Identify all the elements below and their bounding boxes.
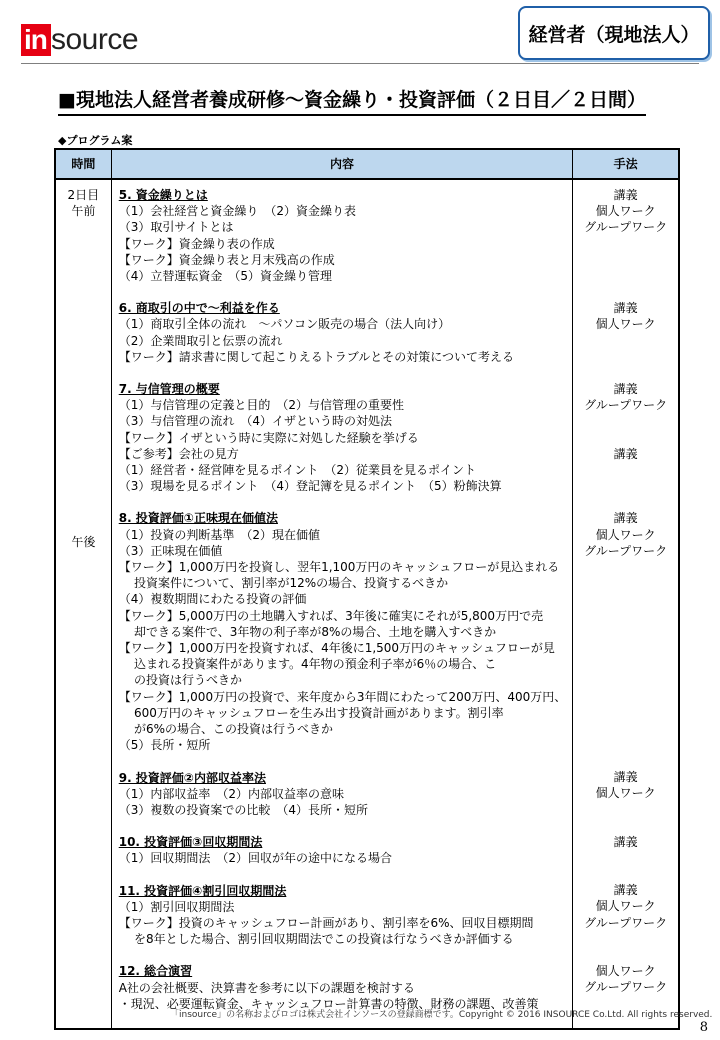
method-item (573, 413, 678, 429)
section-title: 11. 投資評価④割引回収期間法 (118, 883, 287, 898)
logo-wordmark: source (51, 23, 139, 56)
section-line: （1）内部収益率 （2）内部収益率の意味 (118, 786, 344, 801)
section-line: 【ワーク】資金繰り表の作成 (118, 236, 275, 251)
section-line: （5）長所・短所 (118, 738, 211, 753)
section-line: の投資は行うべきか (118, 673, 242, 688)
program-section (119, 963, 567, 1012)
method-group (573, 769, 678, 818)
program-section (119, 510, 567, 753)
method-item: 個人ワーク (595, 317, 656, 332)
header-divider (21, 63, 699, 64)
method-item: 講義 (613, 770, 638, 785)
section-line: が6%の場合、この投資は行うべきか (118, 722, 334, 737)
method-group (573, 187, 678, 284)
section-line: 投資案件について、割引率が12%の場合、投資するべきか (118, 576, 449, 591)
section-line: 【ワーク】投資のキャッシュフロー計画があり、割引率を6%、回収目標期間 (118, 915, 534, 930)
section-line: （3）現場を見るポイント （4）登記簿を見るポイント （5）粉飾決算 (118, 479, 502, 494)
page-number: 8 (699, 1020, 708, 1035)
section-line: 【ワーク】資金繰り表と月末残高の作成 (118, 252, 335, 267)
section-line: 【ワーク】5,000万円の土地購入すれば、3年後に確実にそれが5,800万円で売 (118, 608, 544, 623)
method-item: 講義 (613, 883, 638, 898)
section-line: （1）回収期間法 （2）回収が年の途中になる場合 (118, 851, 392, 866)
section-line: （1）会社経営と資金繰り （2）資金繰り表 (118, 204, 356, 219)
section-line: （2）企業間取引と伝票の流れ (118, 333, 283, 348)
table-body-row (55, 179, 679, 1029)
method-item: 講義 (613, 834, 638, 849)
method-group (573, 963, 678, 1012)
page-title: ■現地法人経営者養成研修～資金繰り・投資評価（２日目／２日間） (58, 88, 646, 116)
audience-badge: 経営者（現地法人） (518, 6, 710, 60)
section-line: （3）与信管理の流れ （4）イザという時の対処法 (118, 414, 392, 429)
section-line: 却できる案件で、3年物の利子率が8%の場合、土地を購入すべきか (118, 624, 497, 639)
section-title: 10. 投資評価③回収期間法 (118, 835, 263, 850)
section-line: （4）立替運転資金 （5）資金繰り管理 (118, 269, 332, 284)
section-line: ・現況、必要運転資金、キャッシュフロー計算書の特徴、財務の課題、改善策 (118, 996, 539, 1011)
time-morning: 2日目 午前 (67, 188, 100, 219)
section-line: （3）正味現在価値 (118, 543, 223, 558)
program-section (119, 300, 567, 365)
section-line: 【ワーク】1,000万円を投資し、翌年1,100万円のキャッシュフローが見込まれる (118, 560, 560, 575)
section-line: 【ワーク】請求書に関して起こりえるトラブルとその対策について考える (118, 349, 515, 364)
section-line: （1）割引回収期間法 (118, 899, 235, 914)
insource-logo (21, 22, 161, 56)
method-item: 個人ワーク (595, 527, 656, 542)
method-item: 個人ワーク (595, 786, 656, 801)
program-section (119, 883, 567, 948)
section-line: 【ご参考】会社の見方 (118, 446, 239, 461)
copyright-footer: 「insource」の名称およびロゴは株式会社インソースの登録商標です。Copyright © 2016 INSOURCE Co.Ltd. All rights reserved. (170, 1010, 713, 1020)
method-item: グループワーク (584, 543, 668, 558)
section-title: 5. 資金繰りとは (118, 188, 208, 202)
logo-mark: in (21, 24, 51, 56)
section-title: 8. 投資評価①正味現在価値法 (118, 511, 278, 526)
method-item: 講義 (613, 511, 638, 526)
method-item: 講義 (613, 381, 638, 396)
table-header-row (55, 149, 679, 179)
section-title: 9. 投資評価②内部収益率法 (118, 770, 266, 785)
program-section (119, 770, 567, 819)
method-item (573, 430, 678, 446)
section-line: （1）商取引全体の流れ ～パソコン販売の場合（法人向け） (118, 317, 451, 332)
method-item: グループワーク (584, 398, 668, 413)
header-content: 内容 (111, 149, 573, 179)
method-group (573, 882, 678, 947)
time-afternoon: 午後 (71, 535, 96, 549)
method-item: 個人ワーク (595, 963, 656, 978)
program-caption: ◆プログラム案 (58, 134, 133, 147)
time-column (55, 179, 111, 1029)
section-line: を8年とした場合、割引回収期間法でこの投資は行なうべきか評価する (118, 932, 514, 947)
section-line: 600万円のキャッシュフローを生み出す投資計画があります。割引率 (118, 705, 504, 720)
section-line: （3）複数の投資案での比較 （4）長所・短所 (118, 802, 368, 817)
program-section (119, 187, 567, 284)
method-group (573, 510, 678, 753)
section-line: （1）投資の判断基準 （2）現在価値 (118, 527, 320, 542)
method-column (573, 179, 679, 1029)
section-title: 6. 商取引の中で～利益を作る (118, 301, 280, 316)
section-line: （1）経営者・経営陣を見るポイント （2）従業員を見るポイント (118, 463, 476, 478)
method-item: 個人ワーク (595, 204, 656, 219)
section-line: 【ワーク】1,000万円の投資で、来年度から3年間にわたって200万円、400万円、 (118, 689, 567, 704)
method-item: グループワーク (584, 220, 668, 235)
method-group (573, 834, 678, 866)
section-line: 【ワーク】イザという時に実際に対処した経験を挙げる (118, 430, 419, 445)
section-line: （4）複数期間にわたる投資の評価 (118, 592, 307, 607)
method-group (573, 381, 678, 494)
method-item: グループワーク (584, 980, 668, 995)
program-section (119, 381, 567, 494)
header-time: 時間 (55, 149, 111, 179)
section-line: 【ワーク】1,000万円を投資すれば、4年後に1,500万円のキャッシュフローが見 (118, 641, 555, 656)
section-line: （3）取引サイトとは (118, 220, 234, 235)
section-line: A社の会社概要、決算書を参考に以下の課題を検討する (118, 980, 415, 995)
program-section (119, 834, 567, 866)
program-table (54, 148, 680, 1030)
method-item: 講義 (613, 301, 638, 316)
method-item: 講義 (613, 188, 638, 202)
section-title: 12. 総合演習 (118, 964, 193, 979)
content-column (111, 179, 573, 1029)
method-item: 講義 (613, 446, 638, 461)
header-method: 手法 (573, 149, 679, 179)
method-group (573, 300, 678, 365)
section-line: 込まれる投資案件があります。4年物の預金利子率が6％の場合、こ (118, 657, 497, 672)
section-line: （1）与信管理の定義と目的 （2）与信管理の重要性 (118, 398, 404, 413)
method-item: グループワーク (584, 915, 668, 930)
section-title: 7. 与信管理の概要 (118, 382, 220, 397)
method-item: 個人ワーク (595, 899, 656, 914)
